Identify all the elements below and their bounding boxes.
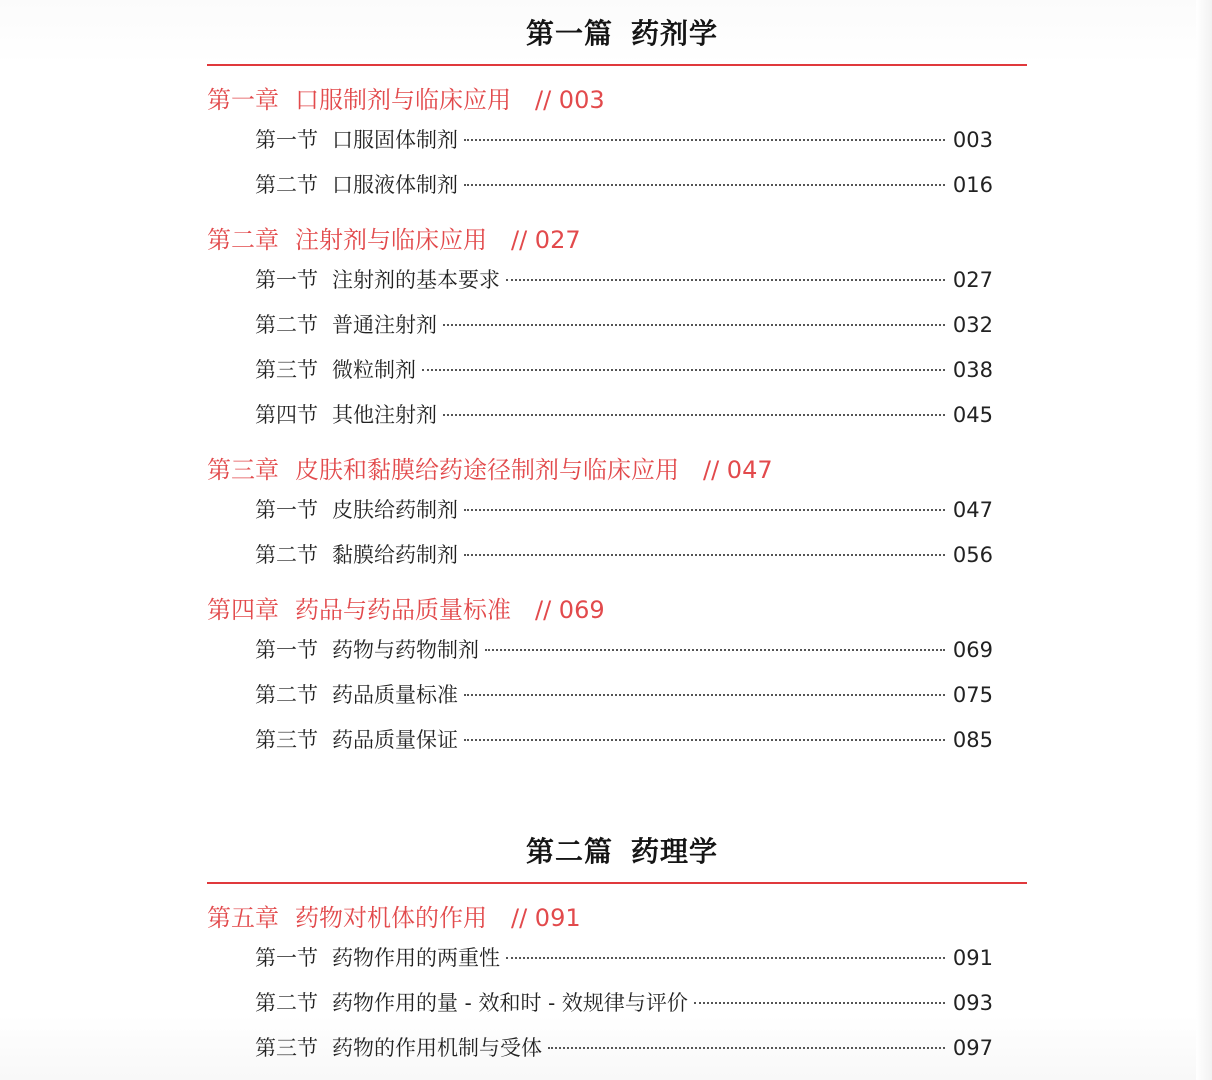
chapter-title: 注射剂与临床应用 [295, 226, 487, 254]
part-divider [207, 64, 1027, 66]
chapter-page: // 047 [703, 456, 773, 484]
section-entry[interactable] [255, 348, 993, 393]
chapter-page: // 069 [535, 596, 605, 624]
section-number: 第二节 [255, 173, 318, 197]
section-page: 091 [952, 946, 993, 970]
section-page: 093 [952, 991, 993, 1015]
dot-leader [464, 739, 945, 741]
section-page: 032 [952, 313, 993, 337]
section-number: 第二节 [255, 683, 318, 707]
dot-leader [548, 1047, 945, 1049]
dot-leader [464, 184, 945, 186]
section-number: 第三节 [255, 358, 318, 382]
chapter-title: 皮肤和黏膜给药途径制剂与临床应用 [295, 456, 679, 484]
section-page: 069 [952, 638, 993, 662]
section-title: 药物作用的量 - 效和时 - 效规律与评价 [332, 991, 688, 1015]
section-entry[interactable] [255, 258, 993, 303]
section-title: 皮肤给药制剂 [332, 498, 458, 522]
page-edge-shadow [1196, 0, 1212, 1080]
section-page: 075 [952, 683, 993, 707]
section-title: 药品质量标准 [332, 683, 458, 707]
section-entry[interactable] [255, 488, 993, 533]
section-entry[interactable] [255, 393, 993, 438]
section-title: 药物作用的两重性 [332, 946, 500, 970]
section-number: 第三节 [255, 728, 318, 752]
section-title: 其他注射剂 [332, 403, 437, 427]
section-entry[interactable] [255, 1026, 993, 1071]
section-title: 注射剂的基本要求 [332, 268, 500, 292]
part-title [207, 14, 1027, 54]
dot-leader [443, 414, 945, 416]
part-number: 第一篇 [525, 17, 613, 50]
chapter-page: // 003 [535, 86, 605, 114]
section-entry[interactable] [255, 533, 993, 578]
chapter-title: 药品与药品质量标准 [295, 596, 511, 624]
section-number: 第三节 [255, 1036, 318, 1060]
chapter-heading[interactable] [207, 452, 1027, 488]
section-title: 微粒制剂 [332, 358, 416, 382]
section-title: 口服固体制剂 [332, 128, 458, 152]
dot-leader [694, 1002, 945, 1004]
section-number: 第二节 [255, 313, 318, 337]
dot-leader [464, 554, 945, 556]
chapter-number: 第三章 [207, 456, 279, 484]
section-entry[interactable] [255, 936, 993, 981]
part-title [207, 832, 1027, 872]
section-number: 第一节 [255, 128, 318, 152]
section-entry[interactable] [255, 718, 993, 763]
dot-leader [506, 279, 945, 281]
chapter-heading[interactable] [207, 592, 1027, 628]
section-entry[interactable] [255, 303, 993, 348]
section-entry[interactable] [255, 628, 993, 673]
section-title: 黏膜给药制剂 [332, 543, 458, 567]
part-name: 药理学 [631, 835, 719, 868]
section-number: 第一节 [255, 498, 318, 522]
section-page: 003 [952, 128, 993, 152]
section-title: 口服液体制剂 [332, 173, 458, 197]
chapter-page: // 091 [511, 904, 581, 932]
section-number: 第一节 [255, 638, 318, 662]
section-title: 药品质量保证 [332, 728, 458, 752]
section-number: 第二节 [255, 543, 318, 567]
section-page: 038 [952, 358, 993, 382]
section-number: 第一节 [255, 268, 318, 292]
dot-leader [464, 694, 945, 696]
section-entry[interactable] [255, 163, 993, 208]
dot-leader [464, 509, 945, 511]
section-page: 016 [952, 173, 993, 197]
section-page: 027 [952, 268, 993, 292]
section-page: 047 [952, 498, 993, 522]
chapter-title: 药物对机体的作用 [295, 904, 487, 932]
section-entry[interactable] [255, 118, 993, 163]
part-2 [207, 832, 1027, 1071]
chapter-number: 第二章 [207, 226, 279, 254]
section-page: 085 [952, 728, 993, 752]
chapter-page: // 027 [511, 226, 581, 254]
chapter-heading[interactable] [207, 82, 1027, 118]
dot-leader [485, 649, 945, 651]
section-title: 普通注射剂 [332, 313, 437, 337]
section-number: 第一节 [255, 946, 318, 970]
section-number: 第二节 [255, 991, 318, 1015]
chapter-number: 第四章 [207, 596, 279, 624]
section-entry[interactable] [255, 981, 993, 1026]
dot-leader [464, 139, 945, 141]
chapter-number: 第五章 [207, 904, 279, 932]
part-name: 药剂学 [631, 17, 719, 50]
section-title: 药物与药物制剂 [332, 638, 479, 662]
part-divider [207, 882, 1027, 884]
section-page: 045 [952, 403, 993, 427]
dot-leader [422, 369, 945, 371]
section-entry[interactable] [255, 673, 993, 718]
part-number: 第二篇 [525, 835, 613, 868]
section-page: 056 [952, 543, 993, 567]
section-number: 第四节 [255, 403, 318, 427]
part-1 [207, 14, 1027, 763]
section-title: 药物的作用机制与受体 [332, 1036, 542, 1060]
chapter-heading[interactable] [207, 900, 1027, 936]
chapter-title: 口服制剂与临床应用 [295, 86, 511, 114]
chapter-heading[interactable] [207, 222, 1027, 258]
chapter-number: 第一章 [207, 86, 279, 114]
section-page: 097 [952, 1036, 993, 1060]
dot-leader [506, 957, 945, 959]
dot-leader [443, 324, 945, 326]
